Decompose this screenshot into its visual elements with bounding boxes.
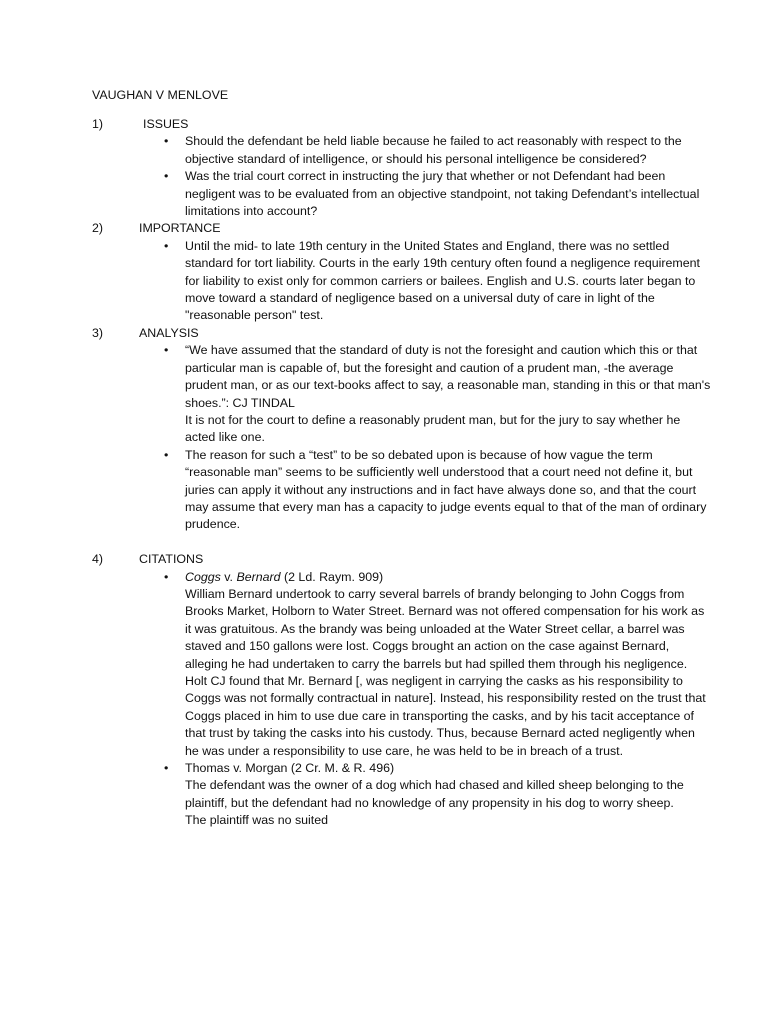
list-item xyxy=(164,238,712,325)
bullet-icon: • xyxy=(164,134,169,149)
quote-paragraph: “We have assumed that the standard of duty is not the foresight and caution which this or that particular man is capable of, but the foresight and caution of a prudent man, -the average prudent man, or as our text-books affect to say, a reasonable man, standing in this or that man's shoes.”: CJ TINDAL xyxy=(185,343,711,410)
case-party: Bernard xyxy=(236,569,281,584)
section-number: 3) xyxy=(92,325,104,340)
list-item xyxy=(164,342,712,446)
bullet-icon: • xyxy=(164,447,169,462)
section-citations xyxy=(92,551,712,830)
paragraph: The plaintiff was no suited xyxy=(185,813,329,828)
case-party: Coggs xyxy=(185,569,221,584)
case-separator: v. xyxy=(220,569,237,584)
section-title: IMPORTANCE xyxy=(139,221,221,236)
case-heading: Thomas v. Morgan (2 Cr. M. & R. 496) xyxy=(185,761,395,776)
blank-line xyxy=(92,534,712,551)
section-number: 2) xyxy=(92,221,104,236)
section-heading xyxy=(92,325,712,342)
section-number: 1) xyxy=(92,117,104,131)
bullet-icon: • xyxy=(164,343,169,358)
section-title: ISSUES xyxy=(143,117,189,131)
paragraph: The reason for such a “test” to be so debated upon is because of how vague the term “reasonable man” seems to be sufficiently well understood that a court need not define it, but juries can apply it without any instructions and in fact have always done so, and that the court may assume that every man has a capacity to judge events equal to that of the man of ordinary prudence. xyxy=(185,447,707,532)
list-item xyxy=(164,447,712,534)
section-number: 4) xyxy=(92,552,104,567)
section-heading xyxy=(92,551,712,568)
section-issues xyxy=(92,116,712,220)
case-heading xyxy=(185,569,712,586)
bullet-icon: • xyxy=(164,761,169,776)
section-analysis xyxy=(92,325,712,534)
bullet-list xyxy=(92,342,712,533)
document-body xyxy=(92,116,712,830)
bullet-icon: • xyxy=(164,169,169,184)
paragraph: It is not for the court to define a reasonably prudent man, but for the jury to say whether he acted like one. xyxy=(185,412,681,445)
list-item xyxy=(164,133,712,168)
bullet-list xyxy=(92,569,712,830)
section-heading xyxy=(92,220,712,237)
bullet-icon: • xyxy=(164,569,169,584)
section-heading xyxy=(92,116,712,133)
section-importance xyxy=(92,220,712,324)
list-item xyxy=(164,760,712,830)
bullet-icon: • xyxy=(164,238,169,253)
case-citation: (2 Ld. Raym. 909) xyxy=(280,569,384,584)
paragraph: Was the trial court correct in instructing the jury that whether or not Defendant had been negligent was to be evaluated from an objective standpoint, not taking Defendant’s intellectual limitations into account? xyxy=(185,169,700,219)
section-title: CITATIONS xyxy=(139,552,204,567)
list-item xyxy=(164,168,712,220)
section-title: ANALYSIS xyxy=(139,325,199,340)
bullet-list xyxy=(92,238,712,325)
paragraph: Should the defendant be held liable because he failed to act reasonably with respect to the objective standard of intelligence, or should his personal intelligence be considered? xyxy=(185,134,682,166)
document-title: VAUGHAN V MENLOVE xyxy=(92,88,229,102)
paragraph: Until the mid- to late 19th century in the United States and England, there was no settled standard for tort liability. Courts in the early 19th century often found a negligence requirement for liability to exist only for common carriers or bailees. English and U.S. courts later began to move toward a standard of negligence based on a universal duty of care in light of the "reasonable person" test. xyxy=(185,238,700,323)
list-item xyxy=(164,569,712,760)
bullet-list xyxy=(92,133,712,220)
paragraph: The defendant was the owner of a dog which had chased and killed sheep belonging to the plaintiff, but the defendant had no knowledge of any propensity in his dog to worry sheep. xyxy=(185,778,684,810)
paragraph: William Bernard undertook to carry several barrels of brandy belonging to John Coggs from Brooks Market, Holborn to Water Street. Bernard was not offered compensation for his work as it was gratuitous. As the brandy was being unloaded at the Water Street cellar, a barrel was staved and 150 gallons were lost. Coggs brought an action on the case against Bernard, alleging he had undertaken to carry the barrels but had spilled them through his negligence. Holt CJ found that Mr. Bernard [, was negligent in carrying the casks as his responsibility to Coggs was not formally contractual in nature]. Instead, his responsibility rested on the trust that Coggs placed in him to use due care in transporting the casks, and by his tacit acceptance of that trust by taking the casks into his custody. Thus, because Bernard acted negligently when he was under a responsibility to use care, he was held to be in breach of a trust. xyxy=(185,586,706,758)
